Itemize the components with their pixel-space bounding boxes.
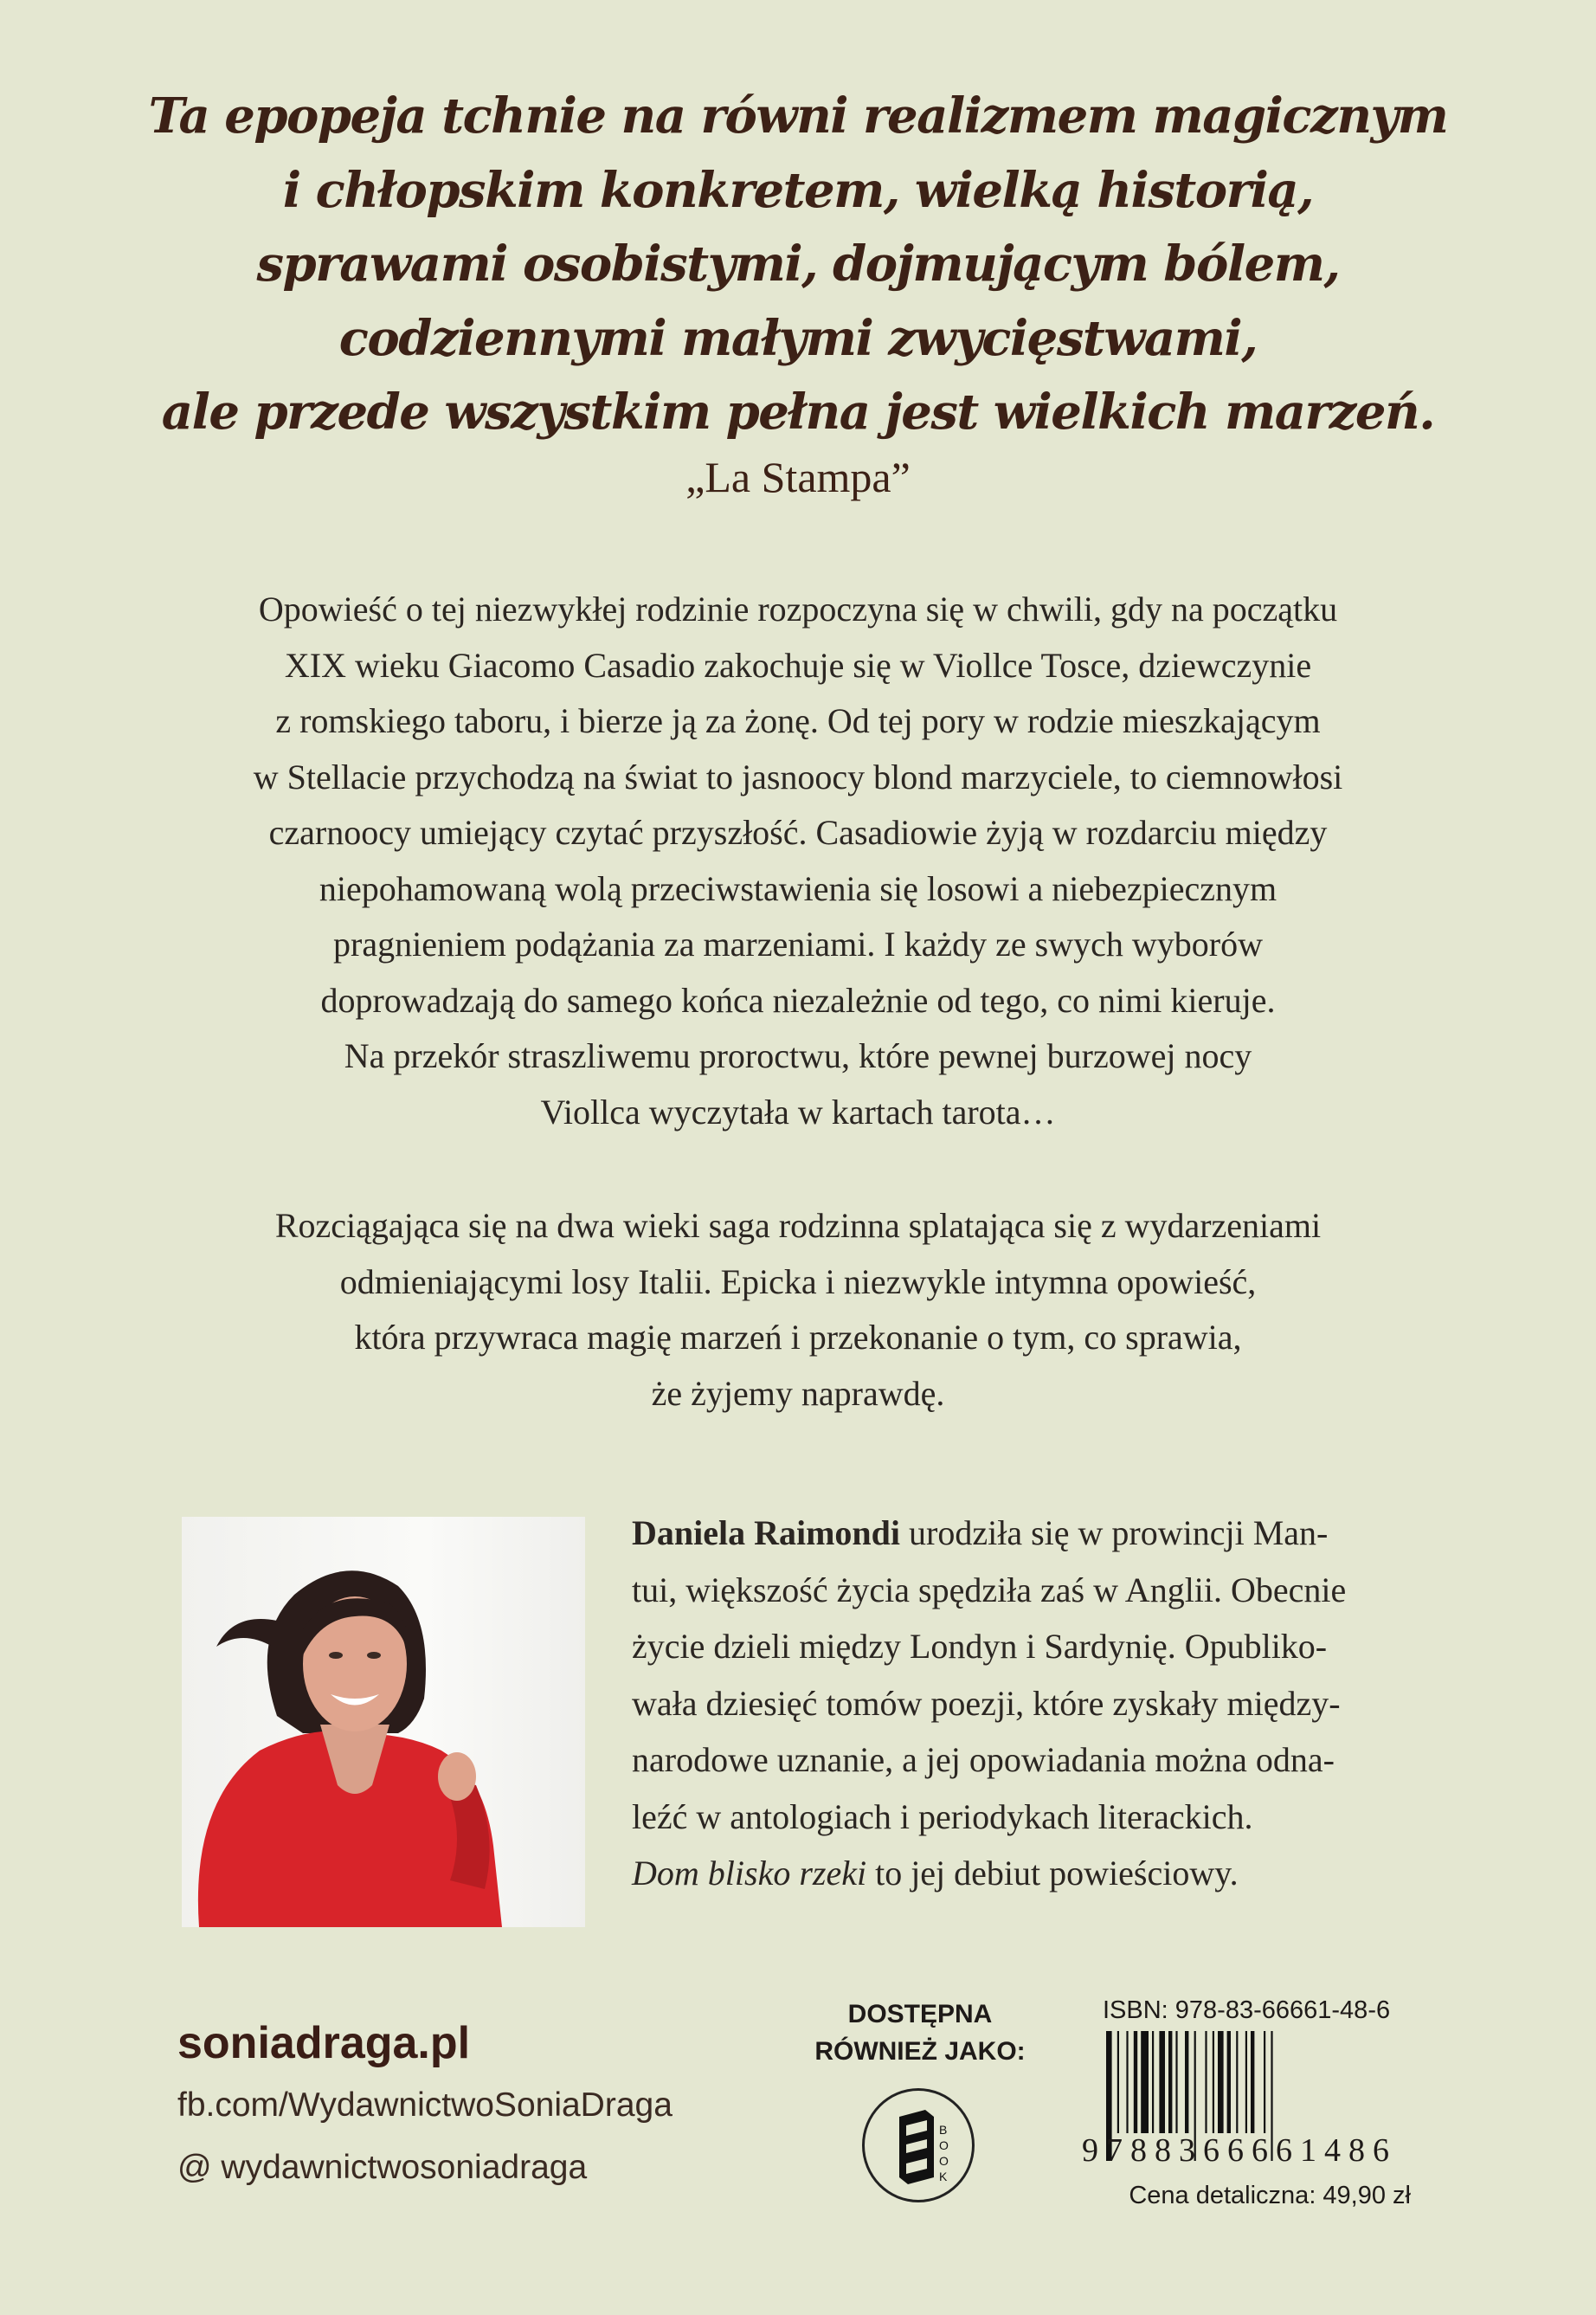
- bio-line: [632, 1845, 1428, 1902]
- barcode-bar: [1117, 2031, 1119, 2133]
- text-line: Opowieść o tej niezwykłej rodzinie rozpoczyna się w chwili, gdy na początku: [258, 590, 1338, 629]
- bio-line: narodowe uznanie, a jej opowiadania można odna-: [632, 1740, 1335, 1779]
- barcode-bar: [1141, 2031, 1149, 2133]
- text-line: doprowadzają do samego końca niezależnie od tego, co nimi kieruje.: [320, 980, 1276, 1020]
- publisher-facebook[interactable]: fb.com/WydawnictwoSoniaDraga: [177, 2086, 673, 2124]
- retail-price: Cena detaliczna: 49,90 zł: [1129, 2182, 1411, 2209]
- barcode-bar: [1175, 2031, 1177, 2133]
- barcode-bar: [1134, 2031, 1137, 2133]
- bio-text: urodziła się w prowincji Man-: [900, 1513, 1329, 1552]
- text-line: XIX wieku Giacomo Casadio zakochuje się w Viollce Tosce, dziewczynie: [284, 645, 1312, 685]
- text-line: pragnieniem podążania za marzeniami. I każdy ze swych wyborów: [333, 925, 1263, 964]
- bio-line: tui, większość życia spędziła zaś w Anglii. Obecnie: [632, 1570, 1347, 1609]
- barcode-bar: [1236, 2031, 1238, 2133]
- svg-text:B: B: [939, 2123, 948, 2137]
- publisher-website[interactable]: soniadraga.pl: [177, 2018, 471, 2068]
- barcode-bar: [1126, 2031, 1128, 2133]
- bio-line: [632, 1505, 1428, 1562]
- bio-line: leźć w antologiach i periodykach literackich.: [632, 1796, 1253, 1836]
- barcode-bar: [1264, 2031, 1265, 2133]
- barcode-bar: [1213, 2031, 1214, 2133]
- barcode-bar: [1251, 2031, 1254, 2133]
- author-photo: [182, 1517, 585, 1927]
- publisher-instagram[interactable]: @ wydawnictwosoniadraga: [177, 2149, 588, 2186]
- quote-line: ale przede wszystkim pełna jest wielkich marzeń.: [161, 384, 1435, 441]
- barcode-bar: [1218, 2031, 1224, 2133]
- svg-text:O: O: [939, 2154, 949, 2168]
- text-line: z romskiego taboru, i bierze ją za żonę. Od tej pory w rodzie mieszkającym: [275, 701, 1321, 740]
- quote-line: codziennymi małymi zwycięstwami,: [338, 309, 1258, 367]
- bio-text: to jej debiut powieściowy.: [866, 1854, 1239, 1893]
- svg-text:K: K: [939, 2170, 948, 2183]
- barcode-bar: [1185, 2031, 1188, 2133]
- barcode-bar: [1168, 2031, 1172, 2133]
- quote-source: „La Stampa”: [685, 453, 911, 501]
- svg-text:O: O: [939, 2138, 949, 2152]
- author-name: Daniela Raimondi: [632, 1513, 901, 1552]
- isbn-label: ISBN: 978-83-66661-48-6: [1103, 1996, 1391, 2024]
- quote-line: Ta epopeja tchnie na równi realizmem magicznym: [148, 87, 1448, 145]
- description-paragraph-1: [130, 582, 1466, 1140]
- availability-line: RÓWNIEŻ JAKO:: [814, 2037, 1026, 2066]
- back-cover-quote: [0, 80, 1596, 450]
- text-line: niepohamowaną wolą przeciwstawienia się losowi a niebezpiecznym: [319, 868, 1277, 908]
- text-line: odmieniającymi losy Italii. Epicka i niezwykle intymna opowieść,: [339, 1261, 1257, 1301]
- barcode-bar: [1159, 2031, 1165, 2133]
- text-line: Viollca wyczytała w kartach tarota…: [540, 1092, 1056, 1132]
- quote-line: sprawami osobistymi, dojmującym bólem,: [256, 235, 1340, 293]
- text-line: czarnoocy umiejący czytać przyszłość. Casadiowie żyją w rozdarciu między: [268, 813, 1328, 852]
- text-line: która przywraca magię marzeń i przekonanie o tym, co sprawia,: [354, 1318, 1242, 1357]
- text-line: Rozciągająca się na dwa wieki saga rodzinna splatająca się z wydarzeniami: [274, 1206, 1322, 1245]
- description-paragraph-2: [130, 1198, 1466, 1422]
- barcode-bar: [1245, 2031, 1247, 2133]
- barcode-digits: 9788366661486: [1082, 2132, 1397, 2169]
- text-line: Na przekór straszliwemu proroctwu, które pewnej burzowej nocy: [344, 1036, 1252, 1075]
- text-line: w Stellacie przychodzą na świat to jasnoocy blond marzyciele, to ciemnowłosi: [253, 757, 1343, 796]
- debut-title: Dom blisko rzeki: [632, 1854, 867, 1893]
- availability-line: DOSTĘPNA: [847, 2000, 993, 2028]
- quote-line: i chłopskim konkretem, wielką historią,: [282, 161, 1314, 219]
- bio-line: wała dziesięć tomów poezji, które zyskały między-: [632, 1683, 1341, 1723]
- ebook-icon: [862, 2088, 975, 2202]
- author-bio: [632, 1505, 1428, 1902]
- text-line: że żyjemy naprawdę.: [651, 1373, 945, 1413]
- barcode-bar: [1227, 2031, 1231, 2133]
- barcode-bar: [1152, 2031, 1154, 2133]
- availability-label: [790, 1996, 1050, 2070]
- bio-line: życie dzieli między Londyn i Sardynię. Opubliko-: [632, 1627, 1328, 1666]
- barcode-bar: [1205, 2031, 1207, 2133]
